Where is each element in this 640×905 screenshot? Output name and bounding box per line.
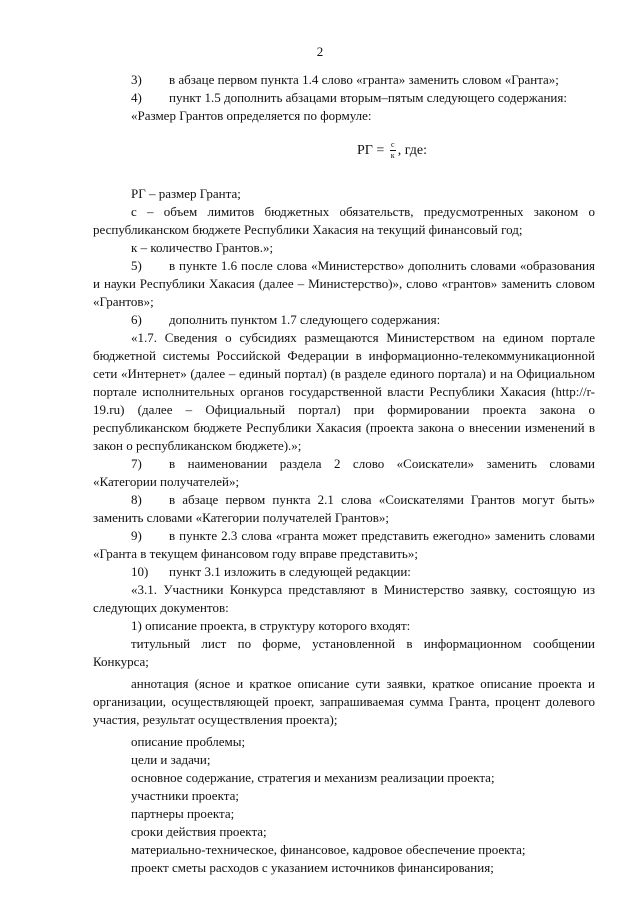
item-9	[93, 527, 595, 563]
document-body	[93, 71, 595, 877]
spacer	[93, 171, 595, 185]
item-10	[93, 563, 595, 581]
title-sheet-line: титульный лист по форме, установленной в информационном сообщении Конкурса;	[93, 636, 595, 669]
grant-formula	[189, 140, 595, 162]
item-8	[93, 491, 595, 527]
formula-lhs: РГ =	[356, 143, 385, 158]
item-3	[93, 71, 595, 89]
formula-fraction	[390, 141, 396, 160]
item-number: 7)	[131, 456, 142, 471]
formula-denominator: к	[390, 151, 395, 161]
definition-c: с – объем лимитов бюджетных обязательств, предусмотренных законом о республиканском бюджете Республики Хакасия на текущий финансовый год;	[93, 204, 595, 237]
item-text: пункт 1.5 дополнить абзацами вторым–пятым следующего содержания:	[169, 90, 567, 105]
item-number: 4)	[131, 90, 142, 105]
list-item: сроки действия проекта;	[131, 824, 267, 839]
list-item: участники проекта;	[131, 788, 239, 803]
definition-rg: РГ – размер Гранта;	[131, 186, 241, 201]
list-item: партнеры проекта;	[131, 806, 235, 821]
item-number: 3)	[131, 72, 142, 87]
subitem-1: 1) описание проекта, в структуру которого входят:	[131, 618, 411, 633]
formula-numerator: с	[390, 140, 395, 150]
item-text: в абзаце первом пункта 2.1 слова «Соискателями Грантов могут быть» заменить словами «Категории получателей Грантов»;	[93, 492, 595, 525]
item-text: в пункте 1.6 после слова «Министерство» дополнить словами «образования и науки Республики Хакасия (далее – Министерство)», слово «грантов» заменить словом «Грантов»;	[93, 258, 595, 309]
formula-suffix: , где:	[397, 143, 428, 158]
list-item: описание проблемы;	[131, 734, 246, 749]
item-number: 6)	[131, 312, 142, 327]
list-item: основное содержание, стратегия и механизм реализации проекта;	[131, 770, 495, 785]
item-text: в абзаце первом пункта 1.4 слово «гранта» заменить словом «Гранта»;	[169, 72, 559, 87]
item-6-quote: «1.7. Сведения о субсидиях размещаются Министерством на едином портале бюджетной системы Российской Федерации в информационно-телекоммуникационной сети «Интернет» (далее – единый портал) (в разделе единого портала) и на Официальном портале исполнительных органов государственной власти Республики Хакасия (http://r-19.ru) (далее – Официальный портал) при формировании проекта закона о республиканском бюджете Республики Хакасия (проекта закона о внесении изменений в закон о республиканском бюджете).»;	[93, 330, 595, 453]
item-text: дополнить пунктом 1.7 следующего содержания:	[169, 312, 441, 327]
item-6	[93, 311, 595, 329]
page-number: 2	[316, 44, 324, 59]
item-text: в наименовании раздела 2 слово «Соискатели» заменить словами «Категории получателей»;	[93, 456, 595, 489]
list-item: проект сметы расходов с указанием источников финансирования;	[131, 860, 494, 875]
item-number: 9)	[131, 528, 142, 543]
item-text: пункт 3.1 изложить в следующей редакции:	[169, 564, 411, 579]
item-number: 5)	[131, 258, 142, 273]
item-10-quote: «3.1. Участники Конкурса представляют в Министерство заявку, состоящую из следующих документов:	[93, 582, 595, 615]
item-7	[93, 455, 595, 491]
list-item: цели и задачи;	[131, 752, 211, 767]
item-4	[93, 89, 595, 107]
annotation-line: аннотация (ясное и краткое описание сути заявки, краткое описание проекта и организации, осуществляющей проект, запрашиваемая сумма Гранта, процент долевого участия, результат осуществления проекта);	[93, 676, 595, 727]
item-5	[93, 257, 595, 311]
formula-intro: «Размер Грантов определяется по формуле:	[131, 108, 372, 123]
list-item: материально-техническое, финансовое, кадровое обеспечение проекта;	[131, 842, 526, 857]
item-text: в пункте 2.3 слова «гранта может представить ежегодно» заменить словами «Гранта в текущем финансовом году вправе представить»;	[93, 528, 595, 561]
item-number: 10)	[131, 564, 149, 579]
item-number: 8)	[131, 492, 142, 507]
definition-k: к – количество Грантов.»;	[131, 240, 274, 255]
